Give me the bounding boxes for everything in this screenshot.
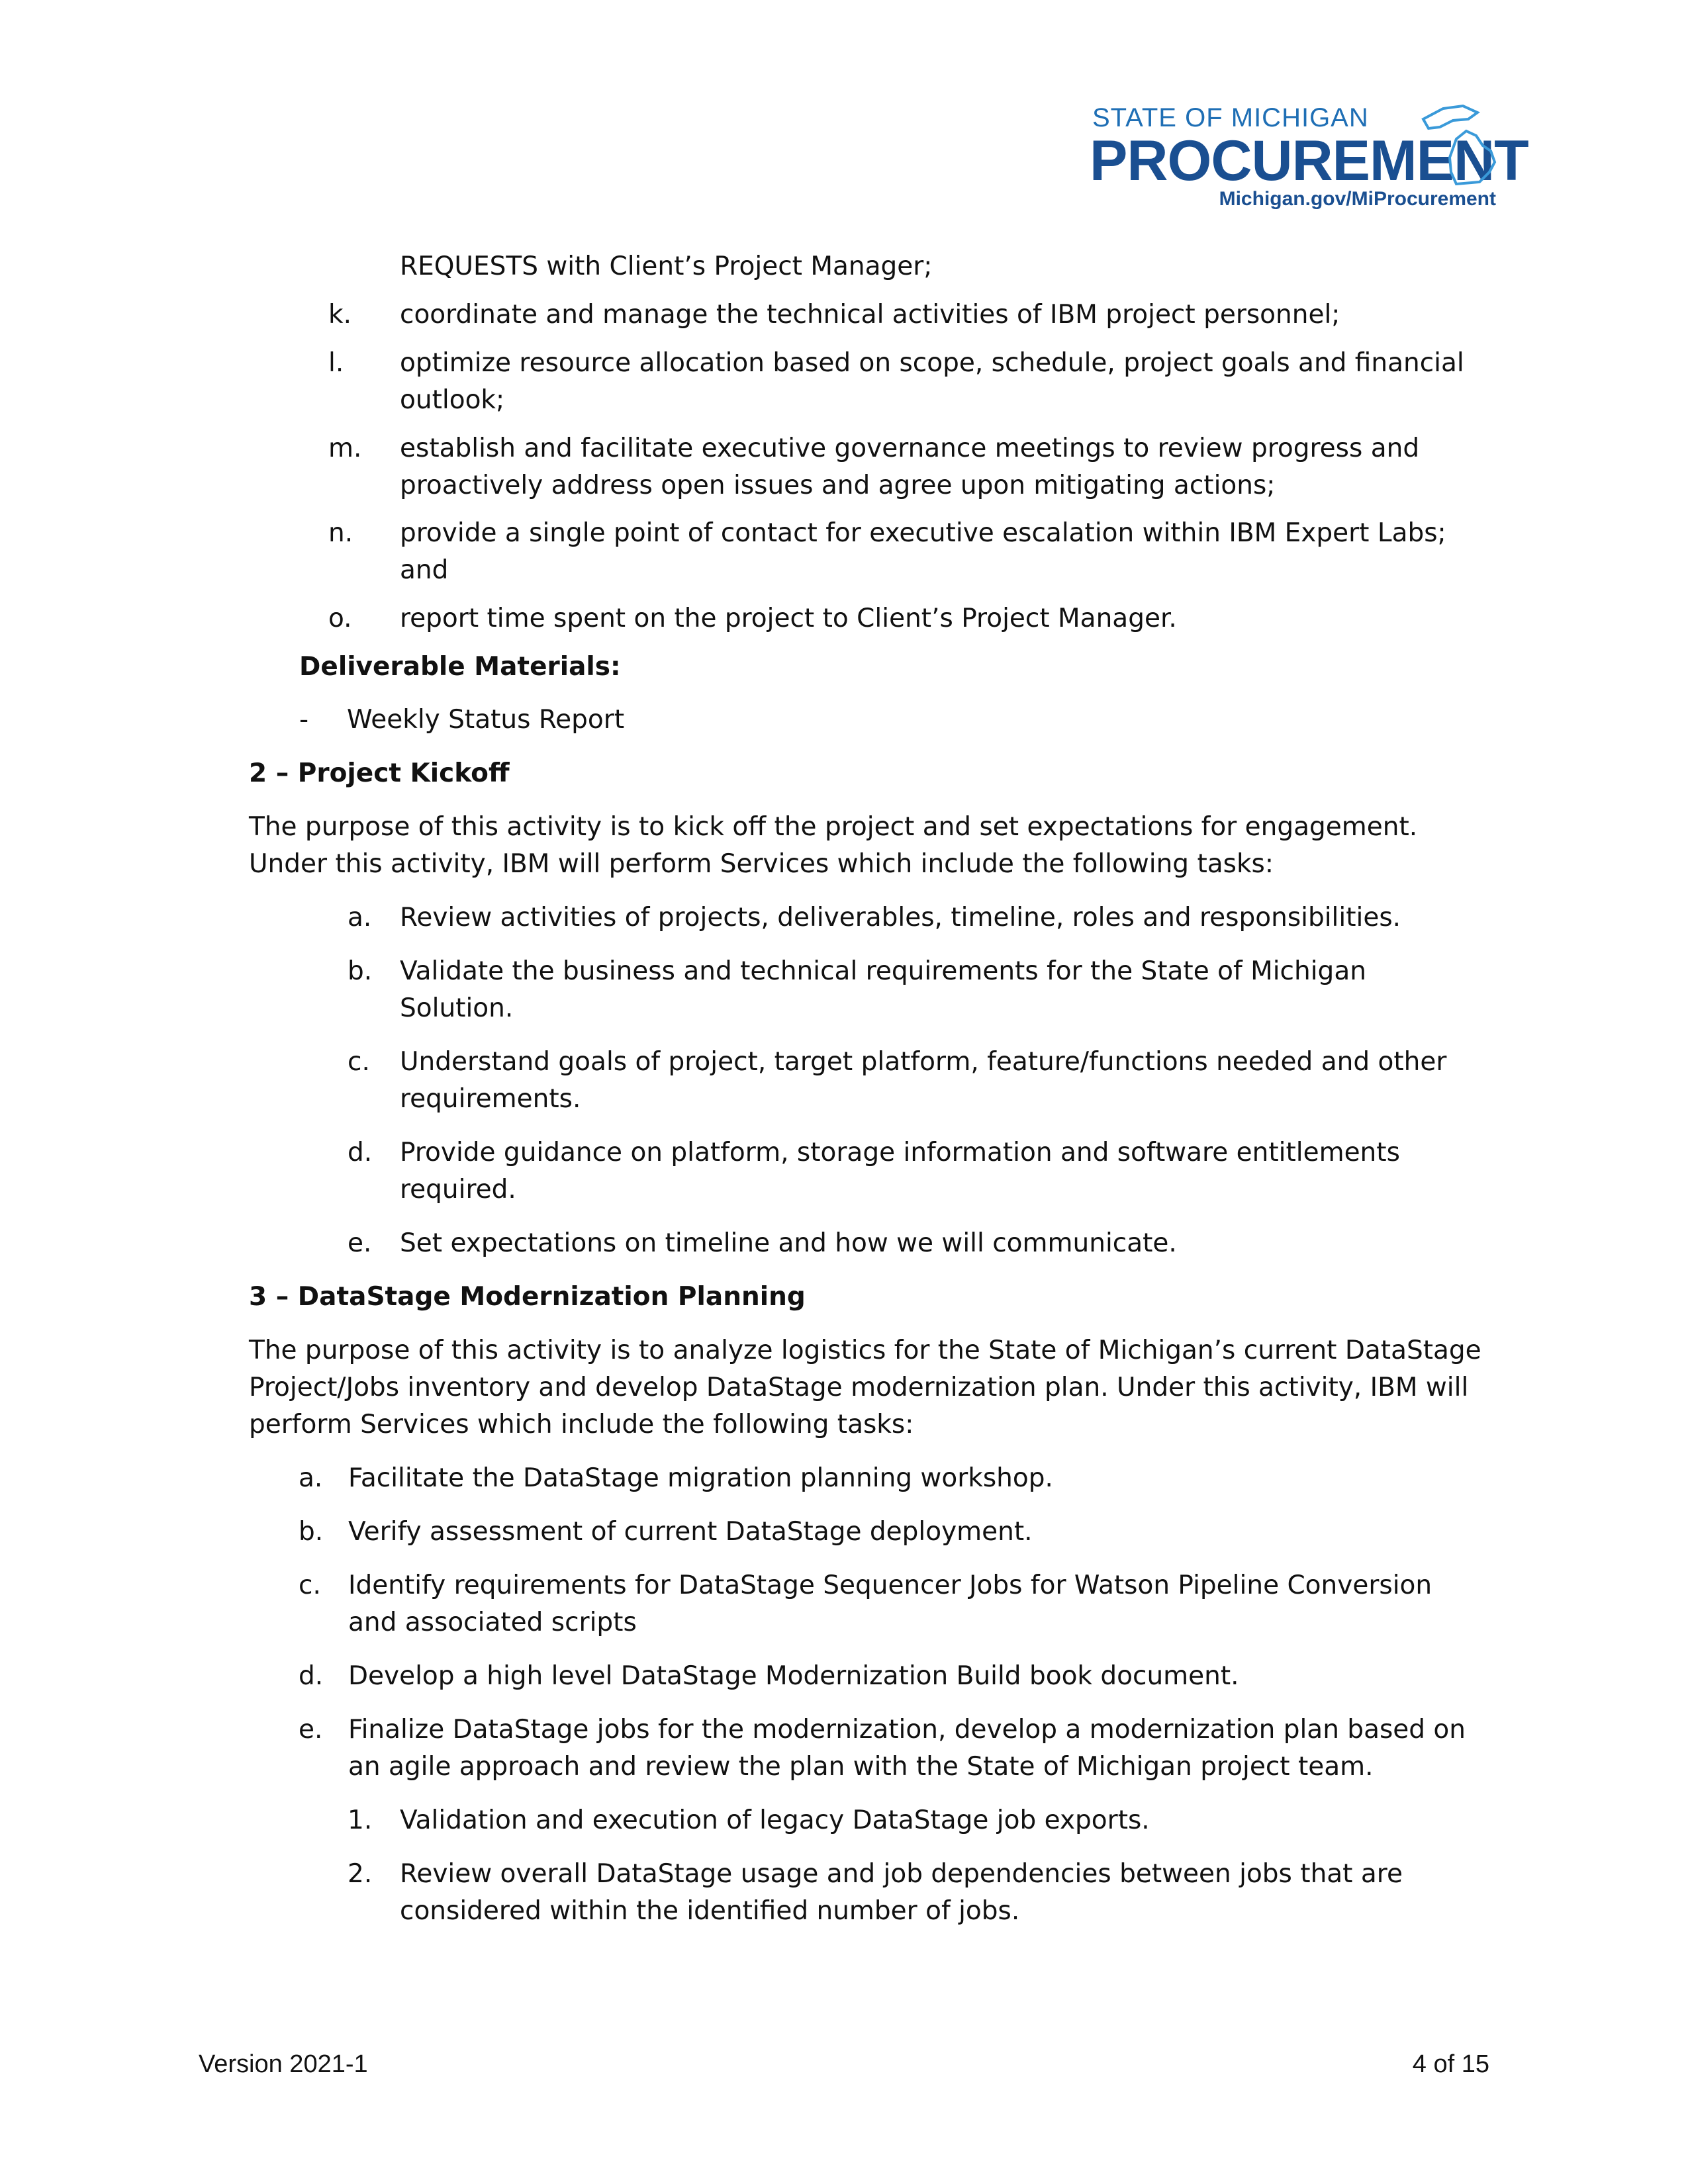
list-item-text: Review activities of projects, deliverables, timeline, roles and responsibilities. — [400, 903, 1401, 933]
list-item-text: Finalize DataStage jobs for the modernization, develop a modernization plan based on — [348, 1715, 1466, 1745]
list-item-text: coordinate and manage the technical activities of IBM project personnel; — [400, 300, 1340, 330]
list-item-text: Set expectations on timeline and how we will communicate. — [400, 1228, 1177, 1258]
paragraph-line: Under this activity, IBM will perform Services which include the following tasks: — [249, 849, 1274, 879]
list-item-text: and — [400, 555, 449, 585]
list-item-text: outlook; — [400, 385, 505, 415]
list-marker: o. — [328, 604, 352, 633]
procurement-logo — [1086, 99, 1528, 218]
section-heading: 2 – Project Kickoff — [249, 758, 510, 788]
deliverable-item: Weekly Status Report — [347, 705, 625, 735]
list-marker: d. — [348, 1138, 373, 1167]
list-marker: e. — [299, 1715, 323, 1745]
list-item-text: proactively address open issues and agree upon mitigating actions; — [400, 471, 1276, 500]
paragraph-line: The purpose of this activity is to kick off the project and set expectations for engagement. — [249, 812, 1418, 842]
footer-page-number: 4 of 15 — [1412, 2050, 1489, 2078]
list-item-text: optimize resource allocation based on scope, schedule, project goals and financial — [400, 348, 1464, 378]
list-item-text: Develop a high level DataStage Modernization Build book document. — [348, 1661, 1239, 1691]
paragraph-line: Project/Jobs inventory and develop DataStage modernization plan. Under this activity, IBM will — [249, 1373, 1469, 1402]
list-item-text: report time spent on the project to Client’s Project Manager. — [400, 604, 1177, 633]
list-marker: m. — [328, 433, 362, 463]
list-marker: d. — [299, 1661, 324, 1691]
list-item-text: Facilitate the DataStage migration planning workshop. — [348, 1463, 1053, 1493]
list-item-text: Understand goals of project, target platform, feature/functions needed and other — [400, 1047, 1447, 1077]
list-item-text: Verify assessment of current DataStage deployment. — [348, 1517, 1033, 1547]
list-marker: c. — [348, 1047, 370, 1077]
list-marker: 1. — [348, 1805, 373, 1835]
list-item-text: and associated scripts — [348, 1608, 637, 1637]
list-item-text: Identify requirements for DataStage Sequencer Jobs for Watson Pipeline Conversion — [348, 1570, 1432, 1600]
list-marker: e. — [348, 1228, 372, 1258]
bullet-dash: - — [299, 705, 309, 735]
list-item-text: REQUESTS with Client’s Project Manager; — [400, 251, 933, 281]
logo-state-text: STATE OF MICHIGAN — [1092, 103, 1369, 132]
section-heading: 3 – DataStage Modernization Planning — [249, 1282, 806, 1312]
list-item-text: an agile approach and review the plan with the State of Michigan project team. — [348, 1752, 1374, 1782]
logo-url-text: Michigan.gov/MiProcurement — [1219, 188, 1496, 210]
logo-procurement-text: PROCUREMENT — [1090, 129, 1528, 193]
list-marker: b. — [299, 1517, 324, 1547]
list-item-text: provide a single point of contact for executive escalation within IBM Expert Labs; — [400, 518, 1446, 548]
list-item-text: requirements. — [400, 1084, 581, 1114]
deliverables-heading: Deliverable Materials: — [299, 652, 621, 682]
paragraph-line: perform Services which include the following tasks: — [249, 1410, 914, 1439]
list-item-text: considered within the identified number of jobs. — [400, 1896, 1020, 1926]
list-item-text: Solution. — [400, 993, 514, 1023]
list-item-text: required. — [400, 1175, 516, 1205]
list-marker: l. — [328, 348, 344, 378]
list-item-text: Validation and execution of legacy DataStage job exports. — [400, 1805, 1150, 1835]
list-marker: a. — [348, 903, 372, 933]
list-item-text: Provide guidance on platform, storage information and software entitlements — [400, 1138, 1400, 1167]
list-marker: 2. — [348, 1859, 373, 1889]
list-item-text: Validate the business and technical requirements for the State of Michigan — [400, 956, 1366, 986]
paragraph-line: The purpose of this activity is to analyze logistics for the State of Michigan’s current DataStage — [249, 1336, 1481, 1365]
michigan-map-icon — [1417, 99, 1503, 192]
list-item-text: Review overall DataStage usage and job dependencies between jobs that are — [400, 1859, 1403, 1889]
footer-version: Version 2021-1 — [199, 2050, 368, 2078]
list-marker: b. — [348, 956, 373, 986]
list-marker: n. — [328, 518, 353, 548]
list-item-text: establish and facilitate executive governance meetings to review progress and — [400, 433, 1420, 463]
list-marker: c. — [299, 1570, 321, 1600]
list-marker: a. — [299, 1463, 323, 1493]
list-marker: k. — [328, 300, 352, 330]
